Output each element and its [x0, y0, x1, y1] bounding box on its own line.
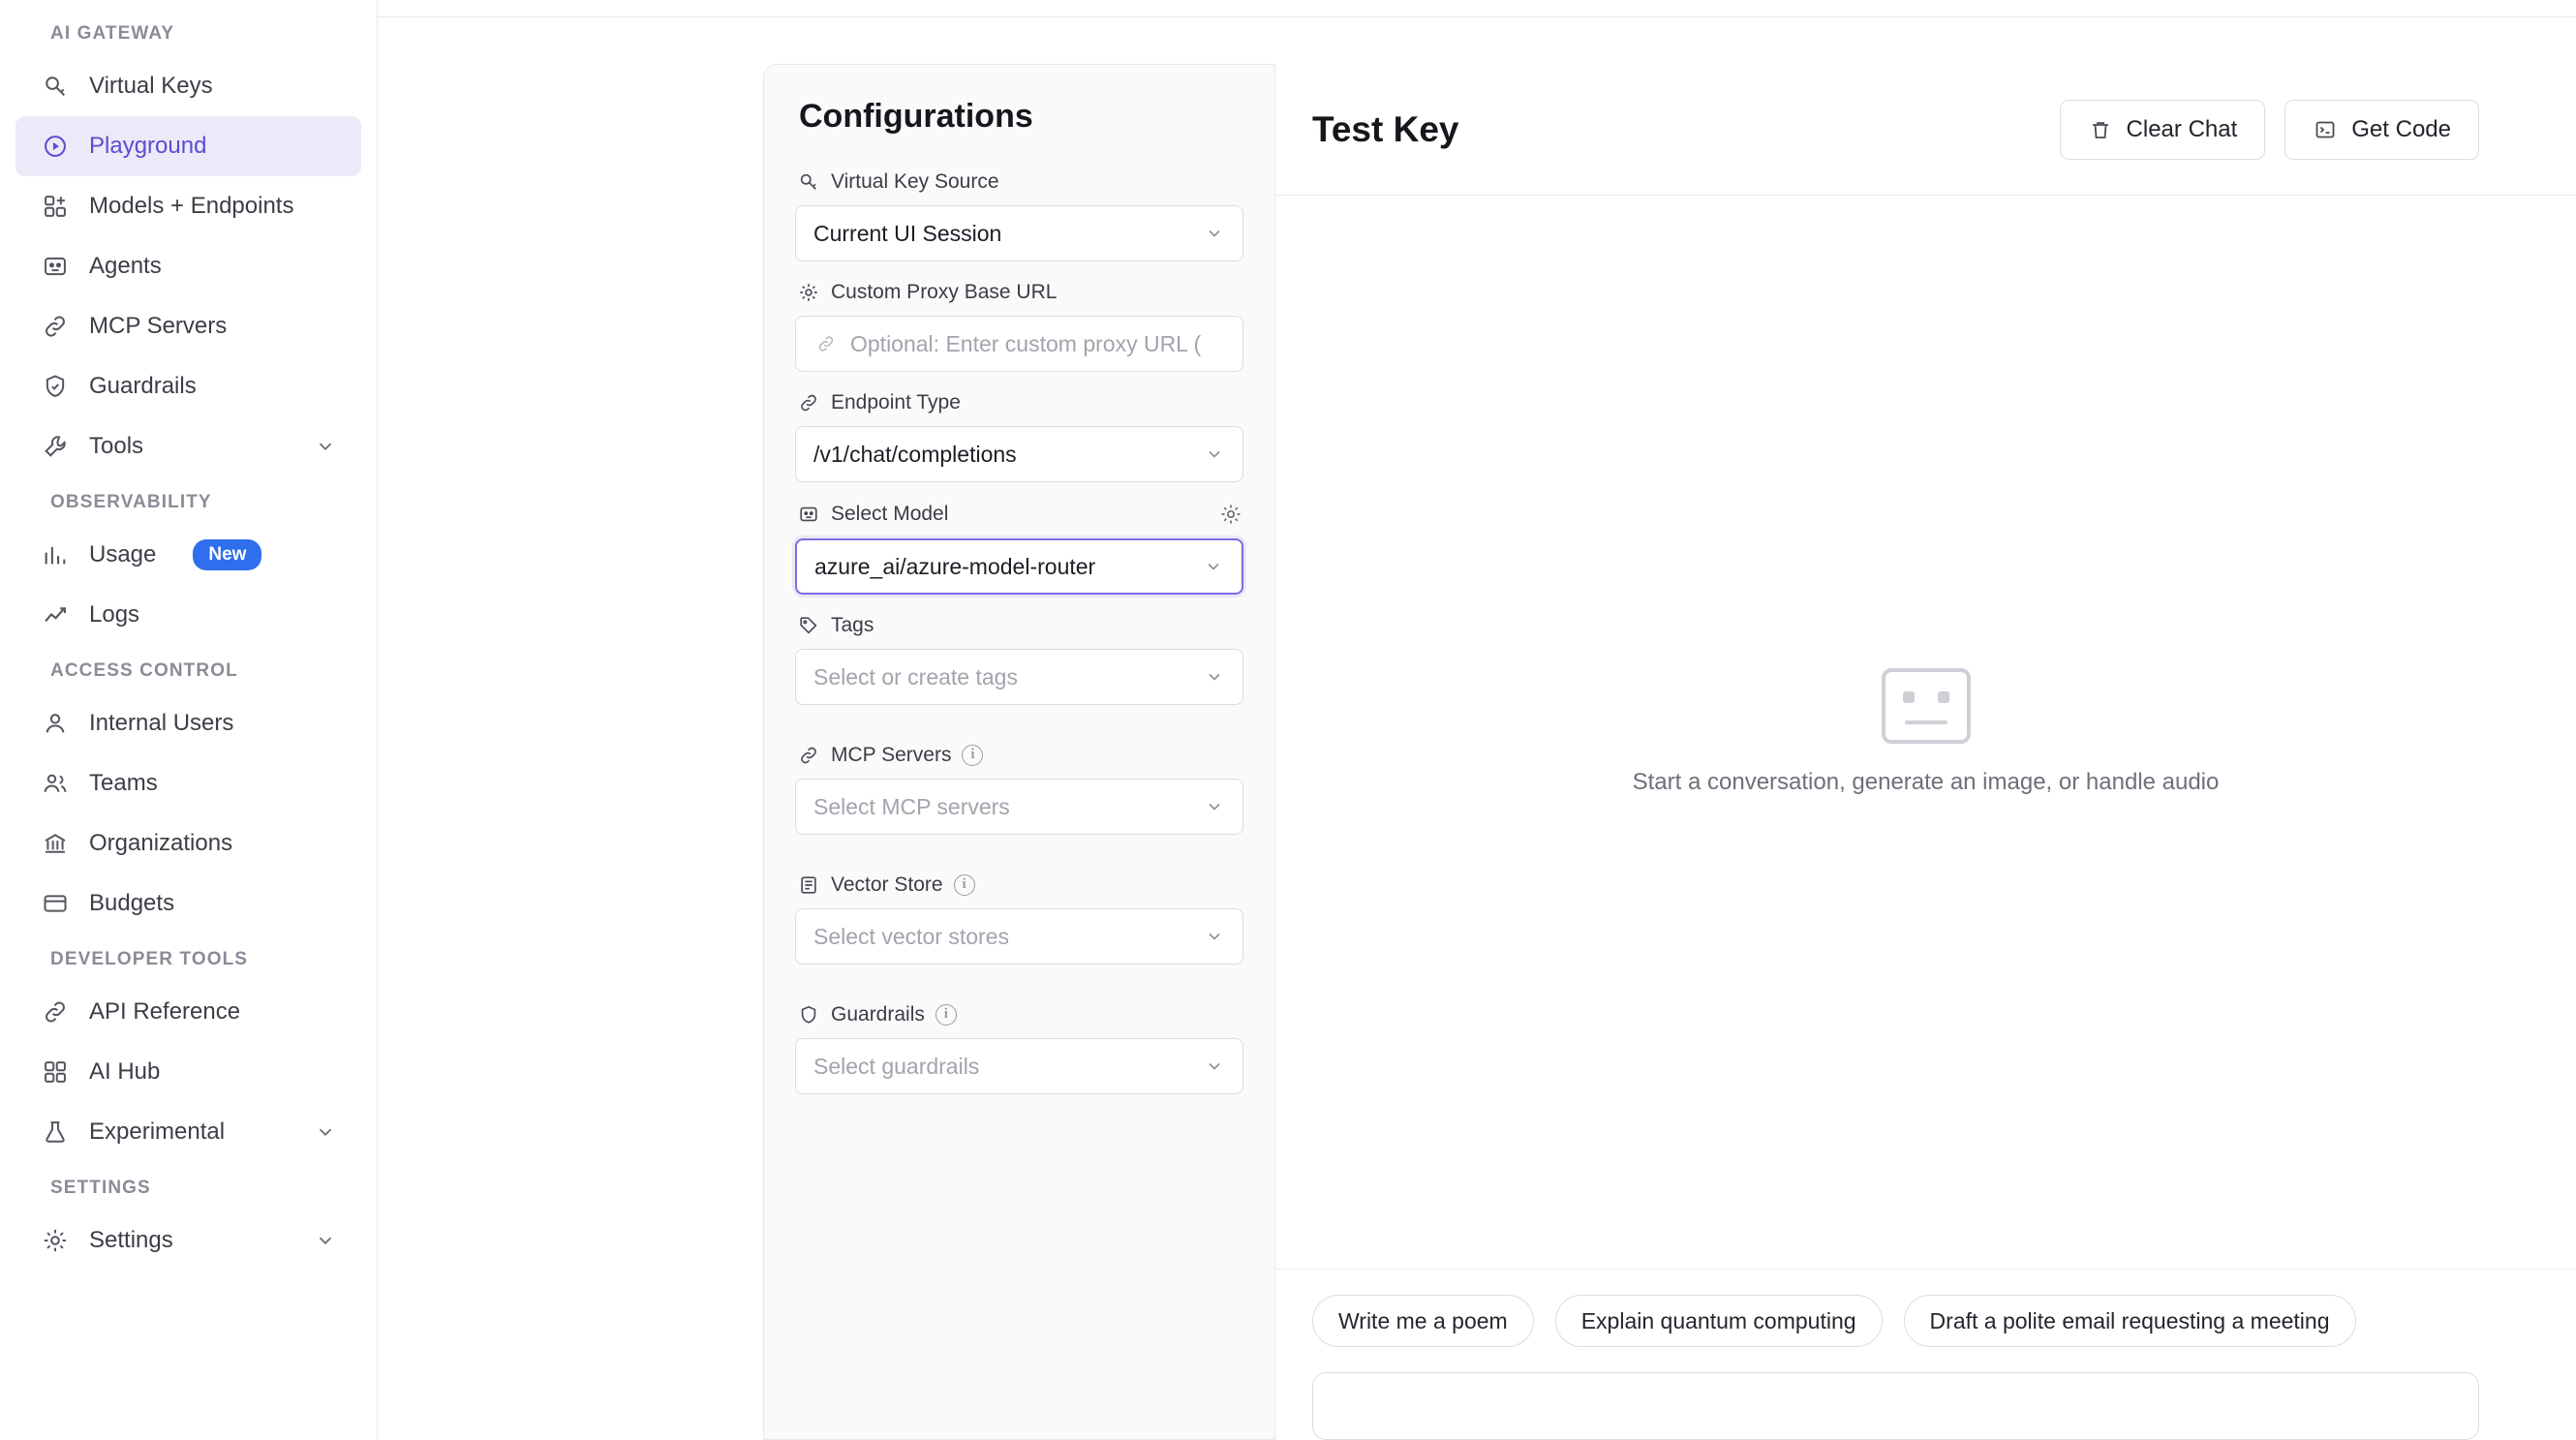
get-code-label: Get Code	[2351, 115, 2451, 142]
label-text: Tags	[831, 614, 874, 636]
label-text: Custom Proxy Base URL	[831, 281, 1058, 303]
label-virtual-key-source	[797, 170, 1243, 194]
sidebar-item-organizations[interactable]	[15, 813, 361, 873]
plug-icon	[41, 312, 70, 341]
sidebar-item-guardrails[interactable]	[15, 356, 361, 416]
chevron-down-icon	[1201, 554, 1226, 579]
robot-icon	[797, 503, 820, 526]
field-mcp-servers	[795, 744, 1243, 835]
suggestion-chip[interactable]: Explain quantum computing	[1555, 1295, 1883, 1347]
sidebar-item-internal-users[interactable]	[15, 693, 361, 753]
chevron-down-icon[interactable]	[315, 1121, 336, 1143]
sidebar-item-models-endpoints[interactable]	[15, 176, 361, 236]
label-text: Vector Store	[831, 873, 943, 896]
placeholder-text: Select MCP servers	[813, 793, 1010, 819]
field-virtual-key-source	[795, 170, 1243, 261]
field-endpoint-type	[795, 391, 1243, 482]
database-icon	[797, 873, 820, 897]
link-icon	[813, 331, 839, 356]
chevron-down-icon	[1202, 924, 1227, 949]
info-icon[interactable]: i	[962, 745, 983, 766]
sidebar-item-label: Logs	[89, 601, 140, 628]
sidebar-item-playground[interactable]	[15, 116, 361, 176]
bar-chart-icon	[41, 540, 70, 569]
sidebar-item-label: Guardrails	[89, 373, 197, 399]
plug-icon	[797, 391, 820, 414]
sidebar-section-label: DEVELOPER TOOLS	[50, 949, 249, 969]
grid-icon	[41, 1057, 70, 1087]
suggestion-chips	[1312, 1295, 2479, 1347]
label-endpoint-type	[797, 391, 1243, 414]
sidebar-item-label: Budgets	[89, 890, 175, 916]
sidebar-item-label: AI Hub	[89, 1058, 161, 1085]
play-circle-icon	[41, 132, 70, 161]
sidebar-item-experimental[interactable]	[15, 1102, 361, 1162]
robot-face-icon	[1882, 668, 1971, 744]
sidebar-item-settings[interactable]	[15, 1210, 361, 1271]
sidebar-item-logs[interactable]	[15, 585, 361, 645]
sidebar-item-label: Tools	[89, 433, 144, 459]
label-text: Guardrails	[831, 1003, 925, 1026]
sidebar-section-label: AI GATEWAY	[50, 23, 175, 44]
placeholder-text: Optional: Enter custom proxy URL (	[850, 330, 1202, 356]
configurations-title: Configurations	[799, 98, 1033, 135]
sidebar-item-budgets[interactable]	[15, 873, 361, 934]
sidebar-item-label: Agents	[89, 253, 162, 279]
placeholder-text: Select or create tags	[813, 663, 1018, 689]
label-text: Virtual Key Source	[831, 170, 999, 193]
select-endpoint-type[interactable]	[795, 426, 1243, 482]
sidebar-item-virtual-keys[interactable]	[15, 56, 361, 116]
robot-icon	[41, 252, 70, 281]
selected-value: /v1/chat/completions	[813, 441, 1017, 467]
select-mcp-servers[interactable]	[795, 779, 1243, 835]
configurations-panel	[763, 64, 1274, 1440]
sidebar-item-label: Teams	[89, 770, 158, 796]
bank-icon	[41, 829, 70, 858]
clear-chat-button[interactable]	[2060, 100, 2266, 160]
sidebar-item-mcp-servers[interactable]	[15, 296, 361, 356]
sidebar-section-label: ACCESS CONTROL	[50, 660, 238, 681]
label-text: Select Model	[831, 503, 949, 525]
sidebar-item-label: API Reference	[89, 998, 241, 1025]
label-custom-proxy-base-url	[797, 281, 1243, 304]
sidebar-item-label: Internal Users	[89, 710, 234, 736]
chat-panel	[1274, 64, 2576, 1440]
content-area	[378, 17, 2576, 1440]
label-guardrails	[797, 1003, 1243, 1026]
message-input[interactable]	[1312, 1372, 2479, 1440]
sidebar-item-tools[interactable]	[15, 416, 361, 476]
sidebar-item-teams[interactable]	[15, 753, 361, 813]
label-text: Endpoint Type	[831, 391, 961, 414]
suggestion-chip[interactable]: Write me a poem	[1312, 1295, 1534, 1347]
tab-bar	[378, 0, 2576, 17]
input-custom-proxy-base-url[interactable]	[795, 316, 1243, 372]
label-mcp-servers	[797, 744, 1243, 767]
field-custom-proxy-base-url	[795, 281, 1243, 372]
sidebar-item-ai-hub[interactable]	[15, 1042, 361, 1102]
select-model[interactable]	[795, 538, 1243, 595]
empty-state-text: Start a conversation, generate an image, or handle audio	[1632, 769, 2220, 795]
chevron-down-icon[interactable]	[315, 1230, 336, 1251]
key-icon	[41, 72, 70, 101]
chevron-down-icon	[1202, 221, 1227, 246]
key-icon	[797, 170, 820, 194]
selected-value: azure_ai/azure-model-router	[814, 553, 1096, 579]
selected-value: Current UI Session	[813, 220, 1002, 246]
chevron-down-icon	[1202, 664, 1227, 689]
chat-header	[1275, 64, 2576, 196]
sidebar-item-api-reference[interactable]	[15, 982, 361, 1042]
field-tags	[795, 614, 1243, 705]
info-icon[interactable]: i	[935, 1004, 957, 1026]
sidebar-item-label: Models + Endpoints	[89, 193, 294, 219]
select-guardrails[interactable]	[795, 1038, 1243, 1094]
clear-chat-label: Clear Chat	[2126, 115, 2238, 142]
chevron-down-icon	[1202, 1054, 1227, 1079]
sidebar-item-label: Playground	[89, 133, 207, 159]
select-virtual-key-source[interactable]	[795, 205, 1243, 261]
flask-icon	[41, 1118, 70, 1147]
sidebar-item-label: Usage	[89, 541, 157, 567]
shield-icon	[797, 1003, 820, 1026]
sidebar-section-label: OBSERVABILITY	[50, 492, 212, 512]
tag-icon	[797, 614, 820, 637]
shield-icon	[41, 372, 70, 401]
sidebar-item-label: Organizations	[89, 830, 233, 856]
trash-icon	[2088, 117, 2113, 142]
sidebar-item-label: Settings	[89, 1227, 173, 1253]
field-vector-store	[795, 873, 1243, 965]
users-icon	[41, 769, 70, 798]
plug-icon	[41, 997, 70, 1026]
label-select-model	[797, 502, 1243, 527]
gear-icon	[797, 281, 820, 304]
sidebar	[0, 0, 378, 1440]
plug-icon	[797, 744, 820, 767]
field-guardrails	[795, 1003, 1243, 1094]
chevron-down-icon	[1202, 442, 1227, 467]
label-text: MCP Servers	[831, 744, 952, 766]
label-vector-store	[797, 873, 1243, 897]
chat-empty-state	[1275, 196, 2576, 1270]
get-code-button[interactable]	[2285, 100, 2479, 160]
field-select-model	[795, 502, 1243, 595]
suggestion-chip[interactable]: Draft a polite email requesting a meeting	[1904, 1295, 2356, 1347]
user-icon	[41, 709, 70, 738]
credit-card-icon	[41, 889, 70, 918]
info-icon[interactable]: i	[954, 874, 975, 896]
line-chart-icon	[41, 600, 70, 629]
sidebar-section-label: SETTINGS	[50, 1178, 151, 1198]
chat-actions	[2060, 100, 2479, 160]
gear-icon	[41, 1226, 70, 1255]
label-tags	[797, 614, 1243, 637]
status-badge: New	[193, 539, 261, 570]
sidebar-item-usage[interactable]	[15, 525, 361, 585]
chevron-down-icon	[1202, 794, 1227, 819]
chat-footer	[1275, 1270, 2576, 1440]
select-tags[interactable]	[795, 649, 1243, 705]
select-vector-store[interactable]	[795, 908, 1243, 965]
page-title: Test Key	[1312, 108, 1459, 149]
placeholder-text: Select guardrails	[813, 1053, 980, 1079]
sidebar-item-label: Virtual Keys	[89, 73, 213, 99]
grid-plus-icon	[41, 192, 70, 221]
model-settings-gear-icon[interactable]	[1218, 502, 1243, 527]
sidebar-item-label: MCP Servers	[89, 313, 228, 339]
wrench-icon	[41, 432, 70, 461]
placeholder-text: Select vector stores	[813, 923, 1009, 949]
chevron-down-icon[interactable]	[315, 436, 336, 457]
sidebar-item-agents[interactable]	[15, 236, 361, 296]
main-area	[378, 0, 2576, 1440]
sidebar-item-label: Experimental	[89, 1118, 226, 1145]
terminal-icon	[2313, 117, 2338, 142]
